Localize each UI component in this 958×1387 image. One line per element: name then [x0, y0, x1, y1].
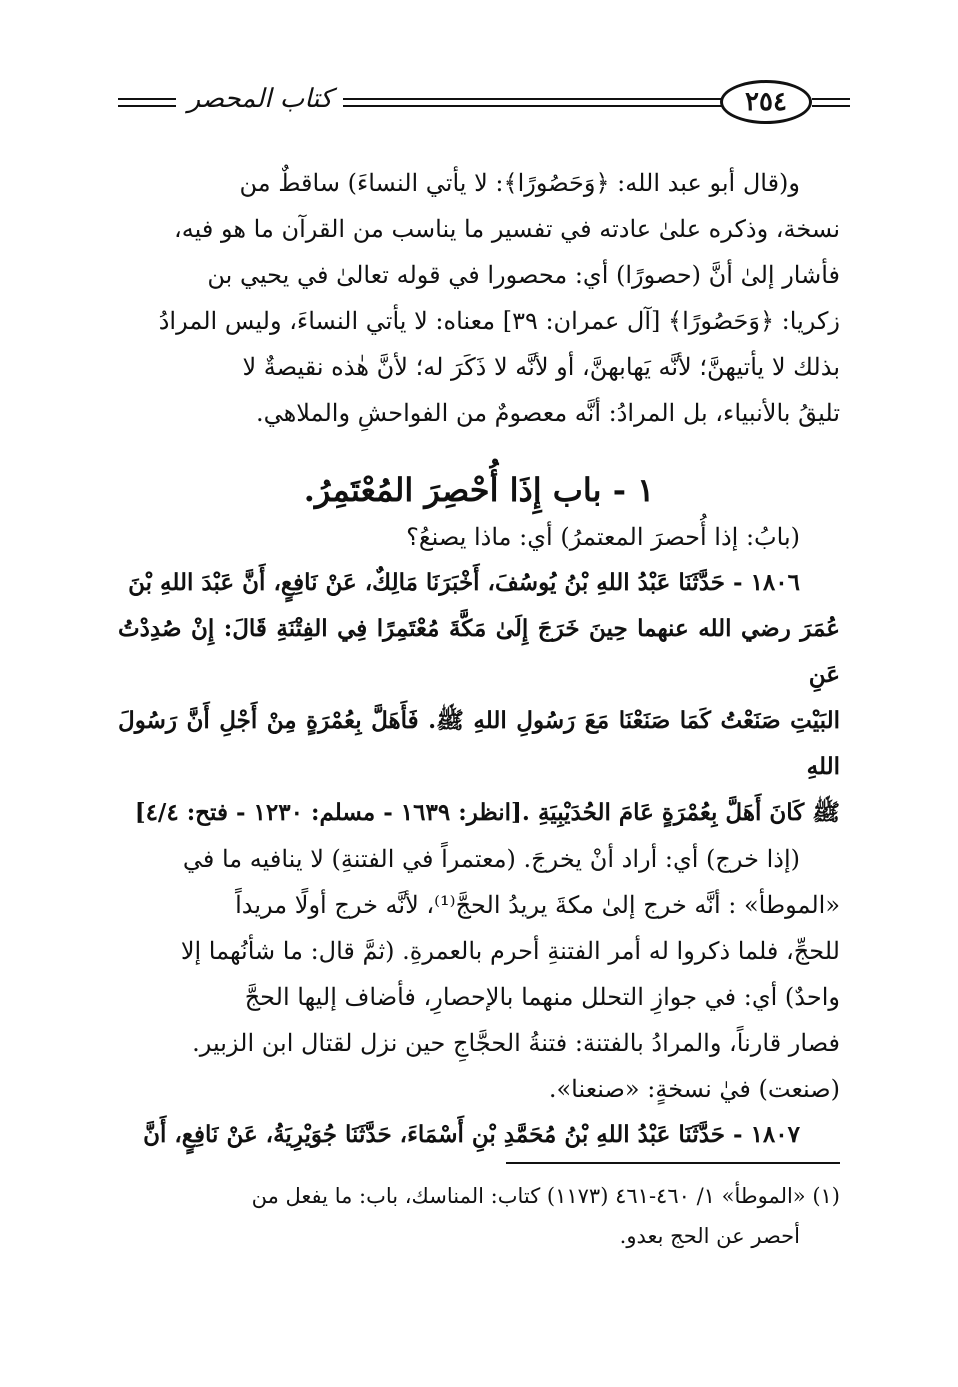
text-line: زكريا: ﴿وَحَصُورًا﴾ [آل عمران: ٣٩] معناه: لا يأتي النساءَ، وليس المرادُ	[158, 307, 840, 335]
text-line: ١٨٠٦ - حَدَّثَنَا عَبْدُ اللهِ بْنُ يُوسُفَ، أَخْبَرَنَا مَالِكٌ، عَنْ نَافِعٍ، أَنَّ عَبْدَ اللهِ بْنَ	[128, 569, 800, 596]
text-line: و(قال أبو عبد الله: ﴿وَحَصُورًا﴾: لا يأتي النساءَ) ساقطٌ من	[239, 169, 800, 197]
text-line: (بابُ: إذا أُحصرَ المعتمرُ) أي: ماذا يصنعُ؟	[406, 523, 800, 551]
text-line: بذلك لا يأتيهنَّ؛ لأنَّه يَهابهنَّ، أو لأنَّه لا ذَكَرَ له؛ لأنَّ هٰذه نقيصةٌ لا	[242, 353, 840, 381]
chapter-title: ١ - باب إِذَا أُحْصِرَ المُعْتَمِرُ.	[303, 471, 655, 509]
text-line: عُمَرَ رضي الله عنهما حِينَ خَرَجَ إِلَىٰ مَكَّةَ مُعْتَمِرًا فِي الفِتْنَةِ قَالَ: إِنْ صُدِدْتُ عَنِ	[118, 615, 840, 688]
text-line: واحدٌ) أي: في جوازِ التحلل منهما بالإحصارِ، فأضاف إليها الحجَّ	[244, 983, 840, 1011]
hadith-1806	[118, 560, 840, 836]
chapter-comment	[118, 514, 840, 560]
page-header	[118, 78, 840, 128]
text-line: فأشار إلىٰ أنَّ (حصورًا) أي: محصورا في قوله تعالىٰ في يحيي بن	[207, 261, 840, 289]
text-line: فصار قارناً، والمرادُ بالفتنة: فتنةُ الحجَّاجِ حين نزل لقتال ابن الزبير.	[192, 1029, 840, 1057]
footnote-separator	[506, 1162, 840, 1164]
text-line: نسخة، وذكره علىٰ عادته في تفسير ما يناسب من القرآن ما هو فيه،	[174, 215, 840, 243]
running-title: كتاب المحصر	[187, 84, 333, 114]
text-line: (إذا خرج) أي: أراد أنْ يخرجَ. (معتمراً في الفتنةِ) لا ينافيه ما في	[182, 845, 800, 873]
hadith-1807	[118, 1112, 840, 1158]
page-body	[118, 160, 840, 1158]
footnote-line: أحصر عن الحج بعدو.	[619, 1224, 800, 1248]
text-line: ١٨٠٧ - حَدَّثَنَا عَبْدُ اللهِ بْنُ مُحَمَّدِ بْنِ أَسْمَاءَ، حَدَّثَنَا جُوَيْرِيَةُ، عَنْ نَافِعٍ، أَنَّ	[143, 1121, 800, 1148]
header-rule-right	[812, 98, 850, 107]
intro-paragraph	[118, 160, 840, 436]
commentary-1806	[118, 836, 840, 1112]
text-line: تليقُ بالأنبياء، بل المرادُ: أنَّه معصومٌ من الفواحشِ والملاهي.	[255, 399, 840, 427]
footnote-line: (١) «الموطأ» ١/ ٤٦٠-٤٦١ (١١٧٣) كتاب: المناسك، باب: ما يفعل من	[251, 1184, 840, 1208]
text-line: البَيْتِ صَنَعْتُ كَمَا صَنَعْنَا مَعَ رَسُولِ اللهِ ﷺ. فَأَهَلَّ بِعُمْرَةٍ مِنْ أَجْلِ أَنَّ رَسُولَ اللهِ	[118, 707, 840, 780]
header-rule-left	[118, 98, 176, 107]
text-line: «الموطأ» : أنَّه خرج إلىٰ مكةَ يريدُ الحجَّ⁽¹⁾، لأنَّه خرج أولًا مريداً	[235, 891, 840, 919]
page-number: ٢٥٤	[720, 80, 812, 124]
text-line: ﷺ كَانَ أَهَلَّ بِعُمْرَةٍ عَامَ الحُدَيْبِيَةِ .[انظر: ١٦٣٩ - مسلم: ١٢٣٠ - فتح: ٤/٤]	[134, 799, 840, 826]
text-line: للحجِّ، فلما ذكروا له أمر الفتنةِ أحرم بالعمرةِ. (ثمَّ قال: ما شأنُهما إلا	[180, 937, 840, 965]
footnotes	[118, 1176, 840, 1256]
text-line: (صنعت) فيٰ نسخةٍ: «صنعنا».	[548, 1075, 840, 1103]
